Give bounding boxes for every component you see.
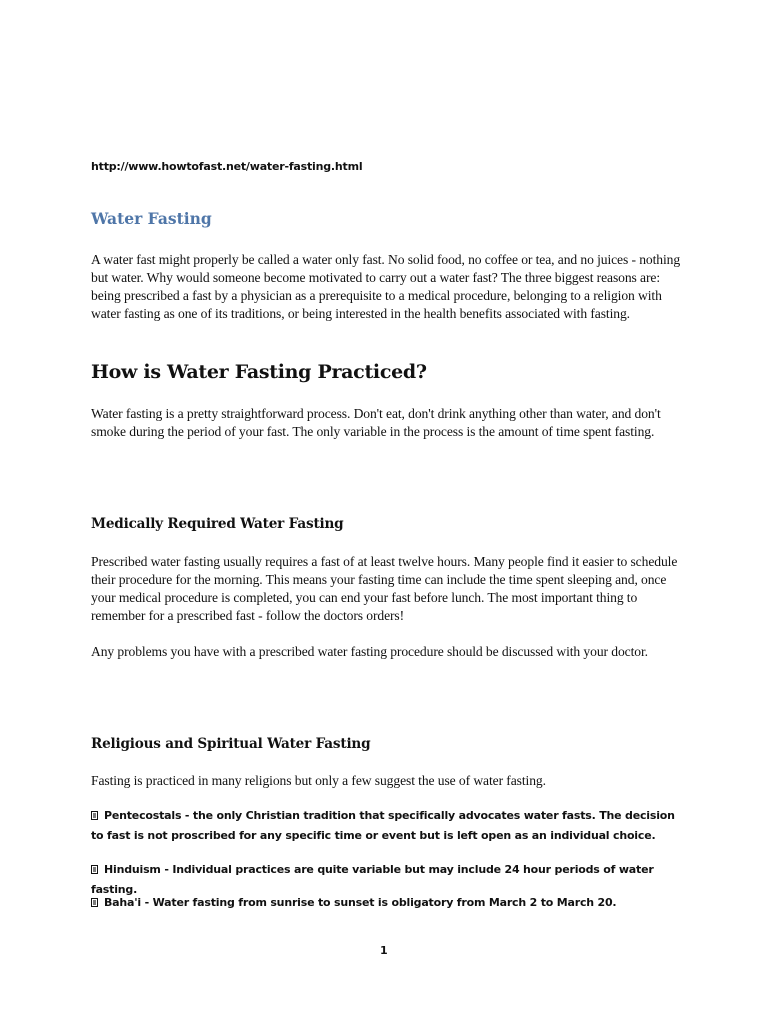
list-item: Hinduism - Individual practices are quite variable but may include 24 hour periods of water fasting. <box>91 863 654 896</box>
page-title: Water Fasting <box>91 209 212 228</box>
list-item: Pentecostals - the only Christian tradition that specifically advocates water fasts. The decision to fast is not proscribed for any specific time or event but is left open as an individual choice. <box>91 809 675 842</box>
page-number: 1 <box>380 944 388 957</box>
bullet-box-icon <box>91 865 98 874</box>
heading-practiced: How is Water Fasting Practiced? <box>91 361 427 383</box>
practiced-paragraph: Water fasting is a pretty straightforward process. Don't eat, don't drink anything other than water, and don't smoke during the period of your fast. The only variable in the process is the amount of time spent fasting. <box>91 406 661 439</box>
intro-paragraph: A water fast might properly be called a water only fast. No solid food, no coffee or tea, and no juices - nothing but water. Why would someone become motivated to carry out a water fast? The three biggest reasons are: being prescribed a fast by a physician as a prerequisite to a medical procedure, belonging to a religion with water fasting as one of its traditions, or being interested in the health benefits associated with fasting. <box>91 252 681 321</box>
medical-paragraph-1: Prescribed water fasting usually requires a fast of at least twelve hours. Many people find it easier to schedule their procedure for the morning. This means your fasting time can include the time spent sleeping and, once your medical procedure is completed, you can end your fast before lunch. The most important thing to remember for a prescribed fast - follow the doctors orders! <box>91 554 678 623</box>
medical-paragraph-2: Any problems you have with a prescribed water fasting procedure should be discussed with your doctor. <box>91 644 648 659</box>
list-item: Baha'i - Water fasting from sunrise to sunset is obligatory from March 2 to March 20. <box>91 893 681 913</box>
source-url: http://www.howtofast.net/water-fasting.html <box>91 160 363 173</box>
bullet-box-icon <box>91 811 98 820</box>
religious-paragraph: Fasting is practiced in many religions but only a few suggest the use of water fasting. <box>91 773 546 788</box>
heading-religious: Religious and Spiritual Water Fasting <box>91 736 371 752</box>
heading-medical: Medically Required Water Fasting <box>91 516 344 532</box>
bullet-box-icon <box>91 898 98 907</box>
